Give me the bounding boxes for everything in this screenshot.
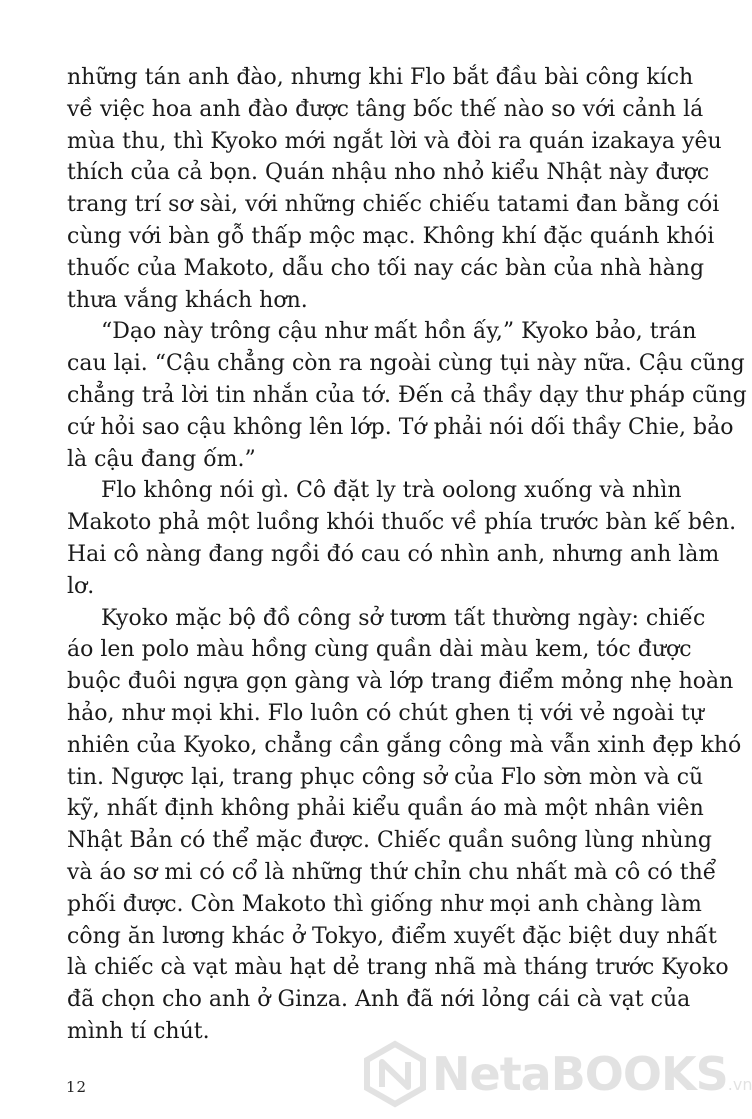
page-number: 12 [66, 1078, 88, 1096]
text-line: “Dạo này trông cậu như mất hồn ấy,” Kyoko bảo, trán [101, 319, 697, 345]
text-line: mình tí chút. [67, 1018, 210, 1044]
text-line: là chiếc cà vạt màu hạt dẻ trang nhã mà tháng trước Kyoko [67, 955, 729, 981]
text-line: cùng với bàn gỗ thấp mộc mạc. Không khí đặc quánh khói [67, 223, 715, 249]
text-line: Kyoko mặc bộ đồ công sở tươm tất thường ngày: chiếc [101, 605, 706, 631]
text-line: lơ. [67, 573, 95, 599]
text-line: những tán anh đào, nhưng khi Flo bắt đầu bài công kích [67, 65, 694, 90]
watermark-suffix: .vn [727, 1075, 752, 1094]
text-line: áo len polo màu hồng cùng quần dài màu kem, tóc được [67, 637, 692, 663]
text-line: phối được. Còn Makoto thì giống như mọi anh chàng làm [67, 891, 702, 917]
netabooks-watermark [362, 1038, 752, 1110]
text-line: về việc hoa anh đào được tâng bốc thế nào so với cảnh lá [67, 96, 704, 122]
text-line: thuốc của Makoto, dẫu cho tối nay các bàn của nhà hàng [67, 255, 705, 281]
text-line: Makoto phả một luồng khói thuốc về phía trước bàn kế bên. [67, 510, 737, 536]
text-line: Nhật Bản có thể mặc được. Chiếc quần suông lùng nhùng [67, 828, 712, 854]
text-line: cau lại. “Cậu chẳng còn ra ngoài cùng tụi này nữa. Cậu cũng [67, 351, 745, 377]
text-line: công ăn lương khác ở Tokyo, điểm xuyết đặc biệt duy nhất [67, 923, 717, 949]
text-line: Flo không nói gì. Cô đặt ly trà oolong xuống và nhìn [101, 478, 682, 504]
text-line: đã chọn cho anh ở Ginza. Anh đã nới lỏng cái cà vạt của [67, 987, 691, 1013]
watermark-text: NetaBOOKS [432, 1047, 728, 1101]
text-line: Hai cô nàng đang ngồi đó cau có nhìn anh, nhưng anh làm [67, 541, 720, 567]
text-line: trang trí sơ sài, với những chiếc chiếu tatami đan bằng cói [67, 192, 720, 218]
text-line: cứ hỏi sao cậu không lên lớp. Tớ phải nói dối thầy Chie, bảo [67, 414, 734, 440]
text-line: thích của cả bọn. Quán nhậu nho nhỏ kiểu Nhật này được [67, 160, 710, 186]
text-line: thưa vắng khách hơn. [67, 287, 308, 313]
text-line: hảo, như mọi khi. Flo luôn có chút ghen tị với vẻ ngoài tự [67, 700, 704, 726]
text-line: và áo sơ mi có cổ là những thứ chỉn chu nhất mà cô có thể [67, 859, 717, 885]
text-line: kỹ, nhất định không phải kiểu quần áo mà một nhân viên [67, 796, 704, 822]
text-line: tin. Ngược lại, trang phục công sở của Flo sờn mòn và cũ [67, 764, 704, 790]
text-line: buộc đuôi ngựa gọn gàng và lớp trang điểm mỏng nhẹ hoàn [67, 669, 734, 695]
text-line: chẳng trả lời tin nhắn của tớ. Đến cả thầy dạy thư pháp cũng [67, 382, 747, 408]
neta-n-logo-icon [362, 1041, 428, 1107]
text-line: nhiên của Kyoko, chẳng cần gắng công mà vẫn xinh đẹp khó [67, 732, 742, 758]
text-line: mùa thu, thì Kyoko mới ngắt lời và đòi ra quán izakaya yêu [67, 128, 722, 154]
body-text [67, 62, 747, 1048]
text-line: là cậu đang ốm.” [67, 446, 256, 472]
